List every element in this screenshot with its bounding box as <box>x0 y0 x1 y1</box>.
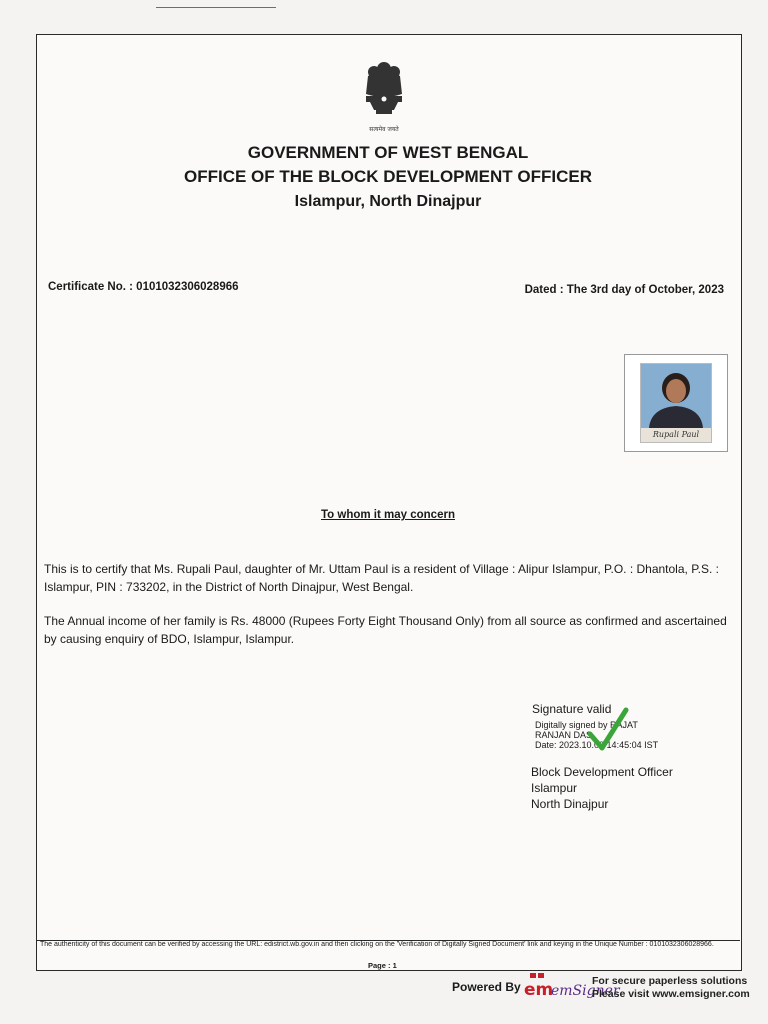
applicant-photo-frame <box>624 354 728 452</box>
officer-designation: Block Development Officer <box>531 765 673 779</box>
location-heading: Islampur, North Dinajpur <box>294 193 482 210</box>
signer-line-1: Digitally signed by RAJAT <box>535 720 638 730</box>
government-heading: GOVERNMENT OF WEST BENGAL <box>247 143 529 162</box>
valid-checkmark-icon <box>588 706 628 752</box>
tagline-line-1: For secure paperless solutions <box>592 975 748 987</box>
emsigner-logo-icon <box>522 971 620 1001</box>
signature-status: Signature valid <box>532 702 612 716</box>
tagline-line-2: Please visit www.emsigner.com <box>592 988 750 1000</box>
emsigner-brand: emSigner <box>551 983 620 999</box>
person-portrait-icon <box>641 364 711 428</box>
signature-timestamp: Date: 2023.10.03 14:45:04 IST <box>535 740 659 750</box>
emsigner-tagline <box>592 975 750 1001</box>
verification-note: The authenticity of this document can be verified by accessing the URL: edistrict.wb.gov.in and then clicking on the 'Verification of Digitally Signed Document' link and keying in the Unique Number : 0101032306028966. <box>40 941 714 948</box>
certification-paragraph: This is to certify that Ms. Rupali Paul, daughter of Mr. Uttam Paul is a resident of Village : Alipur Islampur, P.O. : Dhantola, P.S. : Islampur, PIN : 733202, in the District of North Dinajpur, West Bengal. <box>44 562 719 594</box>
income-paragraph: The Annual income of her family is Rs. 48000 (Rupees Forty Eight Thousand Only) from all source as confirmed and ascertained by causing enquiry of BDO, Islampur, Islampur. <box>44 614 727 646</box>
certificate-number: Certificate No. : 0101032306028966 <box>48 281 239 293</box>
officer-place-2: North Dinajpur <box>531 797 609 811</box>
applicant-photo <box>640 363 712 443</box>
emblem-motto: सत्यमेव जयते <box>369 126 399 133</box>
officer-place-1: Islampur <box>531 781 578 795</box>
page-number: Page : 1 <box>368 961 397 970</box>
photo-caption: Rupali Paul <box>641 428 711 442</box>
signer-line-2: RANJAN DAS <box>535 730 593 740</box>
svg-text:em: em <box>524 980 554 1000</box>
officer-block <box>531 764 673 812</box>
scan-artifact-line <box>156 7 276 8</box>
office-heading: OFFICE OF THE BLOCK DEVELOPMENT OFFICER <box>184 167 592 186</box>
salutation: To whom it may concern <box>321 509 455 521</box>
certificate-date: Dated : The 3rd day of October, 2023 <box>524 284 724 296</box>
powered-by-label: Powered By <box>452 980 521 994</box>
state-emblem-icon <box>356 58 412 136</box>
